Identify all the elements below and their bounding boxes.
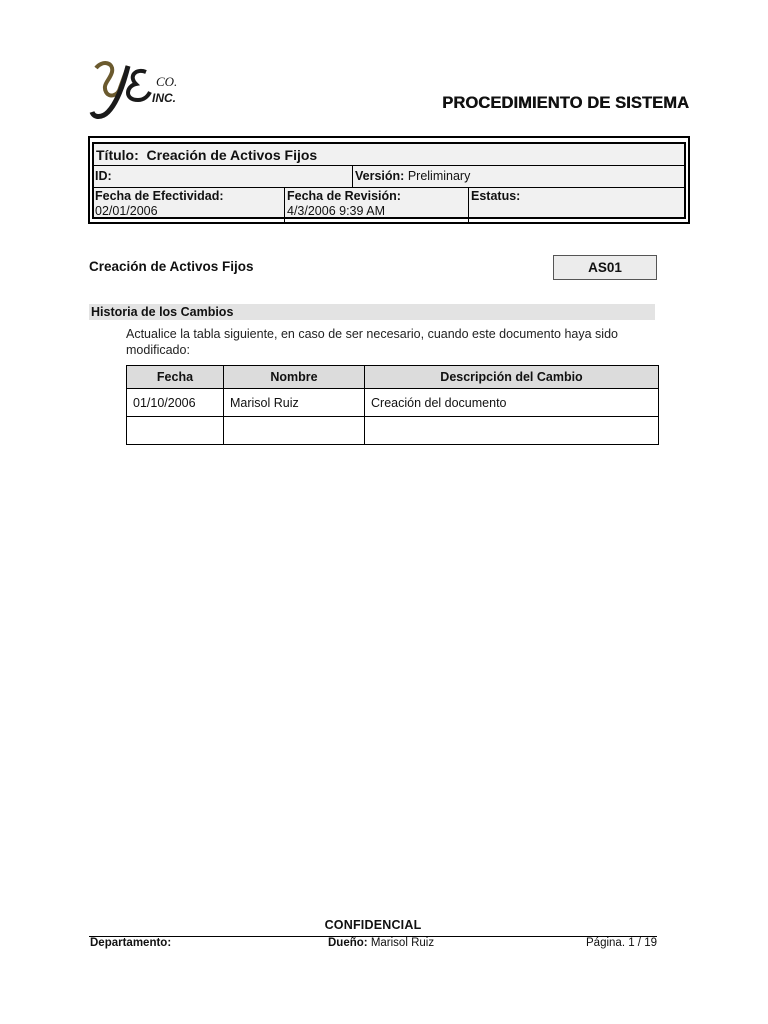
cell-name (224, 417, 365, 445)
column-header-name: Nombre (224, 366, 365, 389)
title-label: Título: (96, 147, 139, 163)
document-info-box (88, 136, 690, 224)
table-header-row (127, 366, 659, 389)
title-field (96, 147, 317, 163)
footer-department-label: Departamento: (90, 937, 172, 949)
dates-row (94, 188, 684, 222)
version-field (355, 169, 470, 183)
confidential-label: CONFIDENCIAL (324, 918, 422, 932)
id-label: ID: (95, 169, 112, 183)
cell-name: Marisol Ruiz (224, 389, 365, 417)
document-type-heading: PROCEDIMIENTO DE SISTEMA (442, 94, 689, 112)
table-row (127, 389, 659, 417)
procedure-code-badge: AS01 (553, 255, 657, 280)
version-label: Versión: (355, 169, 405, 183)
page-number: Página. 1 / 19 (586, 937, 657, 949)
company-logo (88, 58, 188, 124)
revision-date-label: Fecha de Revisión: (287, 189, 401, 203)
history-intro-text: Actualice la tabla siguiente, en caso de ser necesario, cuando este documento haya sido modificado: (126, 327, 618, 357)
cell-date (127, 417, 224, 445)
footer-owner-value: Marisol Ruiz (370, 937, 435, 949)
effective-date-value: 02/01/2006 (95, 204, 158, 218)
footer-owner (328, 937, 434, 949)
revision-date-value: 4/3/2006 9:39 AM (287, 204, 385, 218)
id-version-row (94, 166, 684, 188)
column-header-description: Descripción del Cambio (365, 366, 659, 389)
effective-date-label: Fecha de Efectividad: (95, 189, 224, 203)
title-row (94, 144, 684, 166)
status-label: Estatus: (471, 189, 521, 203)
table-row (127, 417, 659, 445)
title-value: Creación de Activos Fijos (146, 147, 318, 163)
footer-owner-label: Dueño: (328, 937, 368, 949)
change-history-table (126, 365, 659, 445)
section-title: Creación de Activos Fijos (89, 259, 254, 274)
cell-description: Creación del documento (365, 389, 659, 417)
history-heading: Historia de los Cambios (89, 304, 655, 320)
cell-description (365, 417, 659, 445)
svg-text:INC.: INC. (152, 91, 176, 105)
cell-date: 01/10/2006 (127, 389, 224, 417)
version-value: Preliminary (407, 169, 471, 183)
column-header-date: Fecha (127, 366, 224, 389)
svg-text:CO.: CO. (156, 74, 178, 89)
